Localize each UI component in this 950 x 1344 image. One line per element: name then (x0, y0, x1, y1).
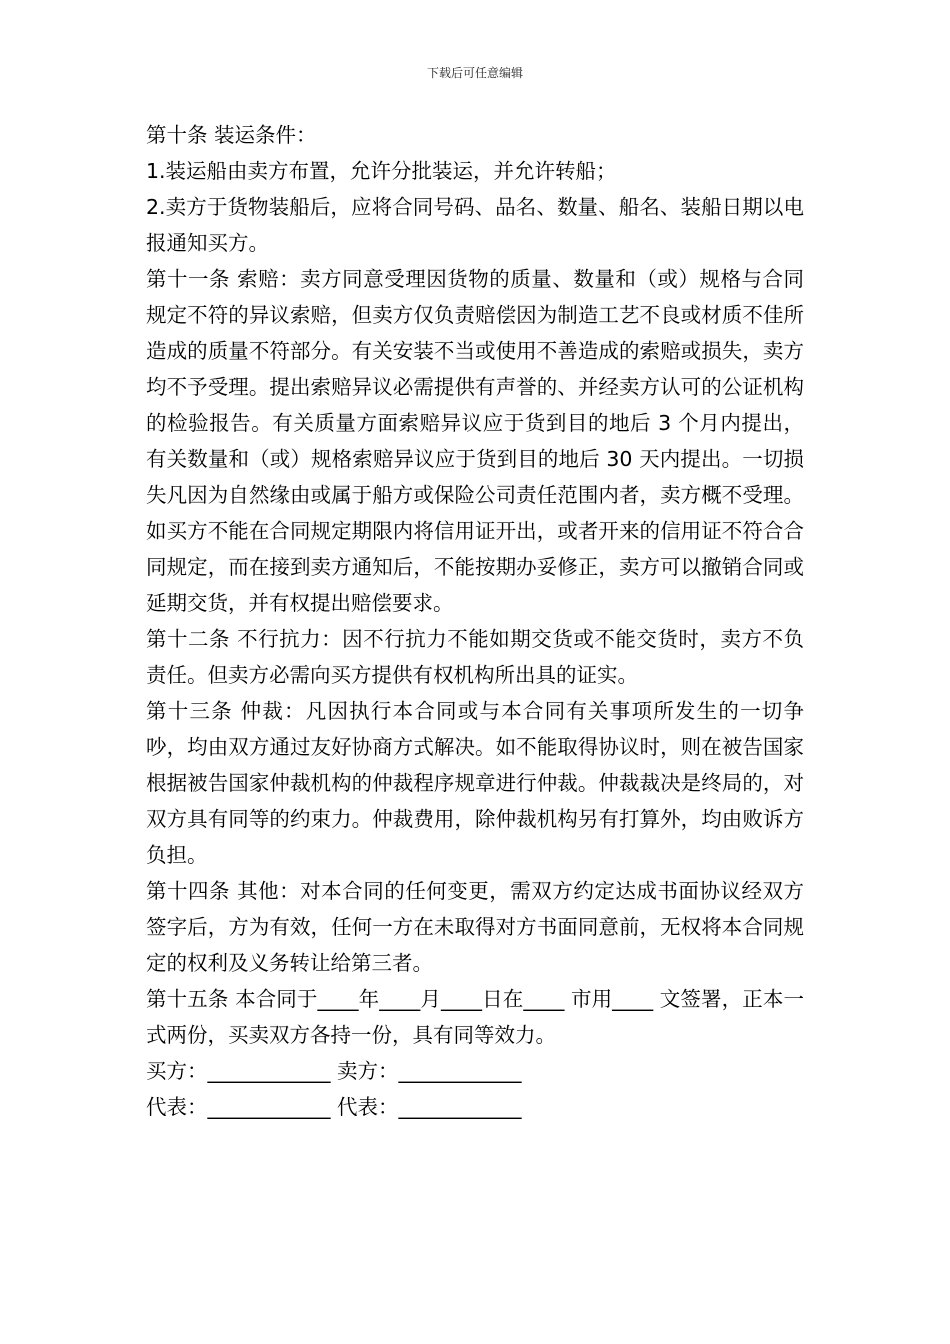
article-10-clause-2: 2.卖方于货物装船后，应将合同号码、品名、数量、船名、装船日期以电报通知买方。 (146, 195, 804, 255)
article-10-title: 第十条 装运条件： (146, 123, 317, 147)
representative-signature-line: 代表：____________ 代表：____________ (146, 1095, 522, 1119)
article-13-arbitration: 第十三条 仲裁：凡因执行本合同或与本合同有关事项所发生的一切争吵，均由双方通过友好协商方式解决。如不能取得协议时，则在被告国家根据被告国家仲裁机构的仲裁程序规章进行仲裁。仲裁裁决是终局的，对双方具有同等的约束力。仲裁费用，除仲裁机构另有打算外，均由败诉方负担。 (146, 699, 804, 867)
article-10-clause-1: 1.装运船由卖方布置，允许分批装运，并允许转船； (146, 159, 617, 183)
article-12-force-majeure: 第十二条 不行抗力：因不行抗力不能如期交货或不能交货时，卖方不负责任。但卖方必需向买方提供有权机构所出具的证实。 (146, 627, 804, 687)
article-15-signing: 第十五条 本合同于____年____月____日在____ 市用____ 文签署，正本一式两份，买卖双方各持一份，具有同等效力。 (146, 987, 804, 1047)
contract-body (146, 117, 804, 1125)
buyer-seller-signature-line: 买方：____________ 卖方：____________ (146, 1059, 522, 1083)
article-11-claims: 第十一条 索赔：卖方同意受理因货物的质量、数量和（或）规格与合同规定不符的异议索赔，但卖方仅负责赔偿因为制造工艺不良或材质不佳所造成的质量不符部分。有关安装不当或使用不善造成的索赔或损失，卖方均不予受理。提出索赔异议必需提供有声誉的、并经卖方认可的公证机构的检验报告。有关质量方面索赔异议应于货到目的地后 3 个月内提出，有关数量和（或）规格索赔异议应于货到目的地后 30 天内提出。一切损失凡因为自然缘由或属于船方或保险公司责任范围内者，卖方概不受理。如买方不能在合同规定期限内将信用证开出，或者开来的信用证不符合合同规定，而在接到卖方通知后，不能按期办妥修正，卖方可以撤销合同或延期交货，并有权提出赔偿要求。 (146, 267, 804, 615)
article-14-other: 第十四条 其他：对本合同的任何变更，需双方约定达成书面协议经双方签字后，方为有效，任何一方在未取得对方书面同意前，无权将本合同规定的权利及义务转让给第三者。 (146, 879, 804, 975)
page-header: 下载后可任意编辑 (426, 66, 523, 80)
